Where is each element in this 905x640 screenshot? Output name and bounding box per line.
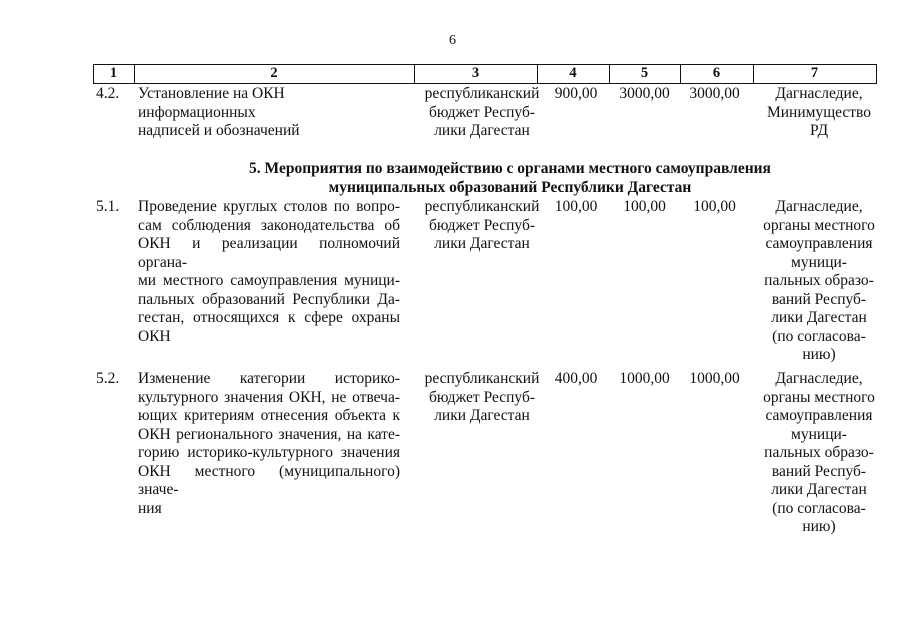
text-line: Проведение круглых столов по вопро- — [138, 198, 400, 215]
text-line: самоуправления — [765, 235, 873, 252]
executor — [760, 198, 878, 365]
header-col-4: 4 — [569, 65, 577, 81]
text-line: бюджет Респуб- — [428, 388, 536, 406]
amount-col-6: 3000,00 — [689, 85, 740, 102]
text-line: (по согласова- — [772, 499, 866, 517]
funding-source — [418, 85, 546, 141]
text-line: нию) — [802, 518, 836, 535]
text-line: ОКН регионального значения, на кате- — [138, 425, 400, 443]
text-line: лики Дагестан — [434, 407, 530, 424]
text-line: 5. Мероприятия по взаимодействию с органами местного самоуправления — [249, 160, 771, 177]
text-line: пальных образо- — [764, 444, 874, 461]
text-line: горию историко-культурного значения — [138, 444, 400, 461]
text-line: республиканский — [424, 85, 540, 102]
row-number: 4.2. — [96, 85, 120, 102]
text-line: Изменение категории историко- — [138, 370, 400, 387]
executor — [760, 370, 878, 537]
text-line: бюджет Респуб- — [428, 216, 536, 234]
text-line: лики Дагестан — [434, 122, 530, 139]
executor — [760, 85, 878, 141]
page-number: 6 — [449, 33, 456, 48]
text-line: гестан, относящихся к сфере охраны — [138, 309, 400, 326]
row-number: 5.2. — [96, 370, 120, 387]
activity-name — [138, 370, 400, 518]
text-line: бюджет Респуб- — [428, 103, 536, 121]
amount-col-4: 100,00 — [554, 198, 598, 215]
amount-col-4: 400,00 — [554, 370, 598, 387]
text-line: муници- — [791, 253, 847, 271]
text-line: муниципальных образований Республики Дагестан — [328, 178, 692, 196]
table-header — [93, 64, 878, 84]
amount-col-5: 3000,00 — [619, 85, 670, 102]
text-line: ваний Респуб- — [771, 462, 867, 480]
text-line: ми местного самоуправления муници- — [138, 272, 400, 289]
text-line: ющих критериям отнесения объекта к — [138, 407, 400, 424]
text-line: Минимущество — [766, 103, 872, 121]
text-line: ОКН и реализации полномочий органа- — [138, 235, 400, 271]
activity-name — [138, 85, 400, 141]
text-line: пальных образований Республики Да- — [138, 290, 400, 308]
text-line: надписей и обозначений — [138, 122, 300, 139]
text-line: ваний Респуб- — [771, 290, 867, 308]
amount-col-4: 900,00 — [554, 85, 598, 102]
text-line: (по согласова- — [772, 327, 866, 345]
text-line: органы местного — [763, 216, 875, 234]
section-title — [160, 160, 860, 197]
text-line: Дагнаследие, — [775, 198, 863, 215]
header-col-7: 7 — [810, 65, 819, 81]
row-number: 5.1. — [96, 198, 120, 215]
text-line: республиканский — [424, 370, 540, 387]
text-line: нию) — [802, 346, 836, 363]
text-line: пальных образо- — [764, 272, 874, 289]
text-line: ния — [138, 499, 162, 517]
text-line: Установление на ОКН информационных — [138, 85, 285, 121]
text-line: РД — [809, 122, 829, 139]
funding-source — [418, 198, 546, 254]
text-line: лики Дагестан — [771, 309, 867, 326]
amount-col-5: 1000,00 — [619, 370, 670, 387]
header-col-5: 5 — [640, 65, 649, 81]
amount-col-5: 100,00 — [623, 198, 666, 215]
text-line: Дагнаследие, — [775, 85, 863, 102]
text-line: лики Дагестан — [771, 481, 867, 498]
text-line: самоуправления — [765, 407, 873, 424]
amount-col-6: 1000,00 — [689, 370, 740, 387]
text-line: культурного значения ОКН, не отвеча- — [138, 388, 400, 406]
text-line: ОКН — [138, 327, 171, 345]
activity-name — [138, 198, 400, 346]
text-line: Дагнаследие, — [775, 370, 863, 387]
text-line: лики Дагестан — [434, 235, 530, 252]
text-line: органы местного — [763, 388, 875, 406]
header-col-3: 3 — [471, 65, 480, 81]
header-col-2: 2 — [270, 65, 278, 81]
text-line: ОКН местного (муниципального) значе- — [138, 462, 400, 498]
text-line: сам соблюдения законодательства об — [138, 216, 400, 234]
header-col-1: 1 — [109, 65, 118, 81]
text-line: республиканский — [424, 198, 540, 215]
amount-col-6: 100,00 — [693, 198, 736, 215]
header-col-6: 6 — [712, 65, 721, 81]
funding-source — [418, 370, 546, 426]
text-line: муници- — [791, 425, 847, 443]
